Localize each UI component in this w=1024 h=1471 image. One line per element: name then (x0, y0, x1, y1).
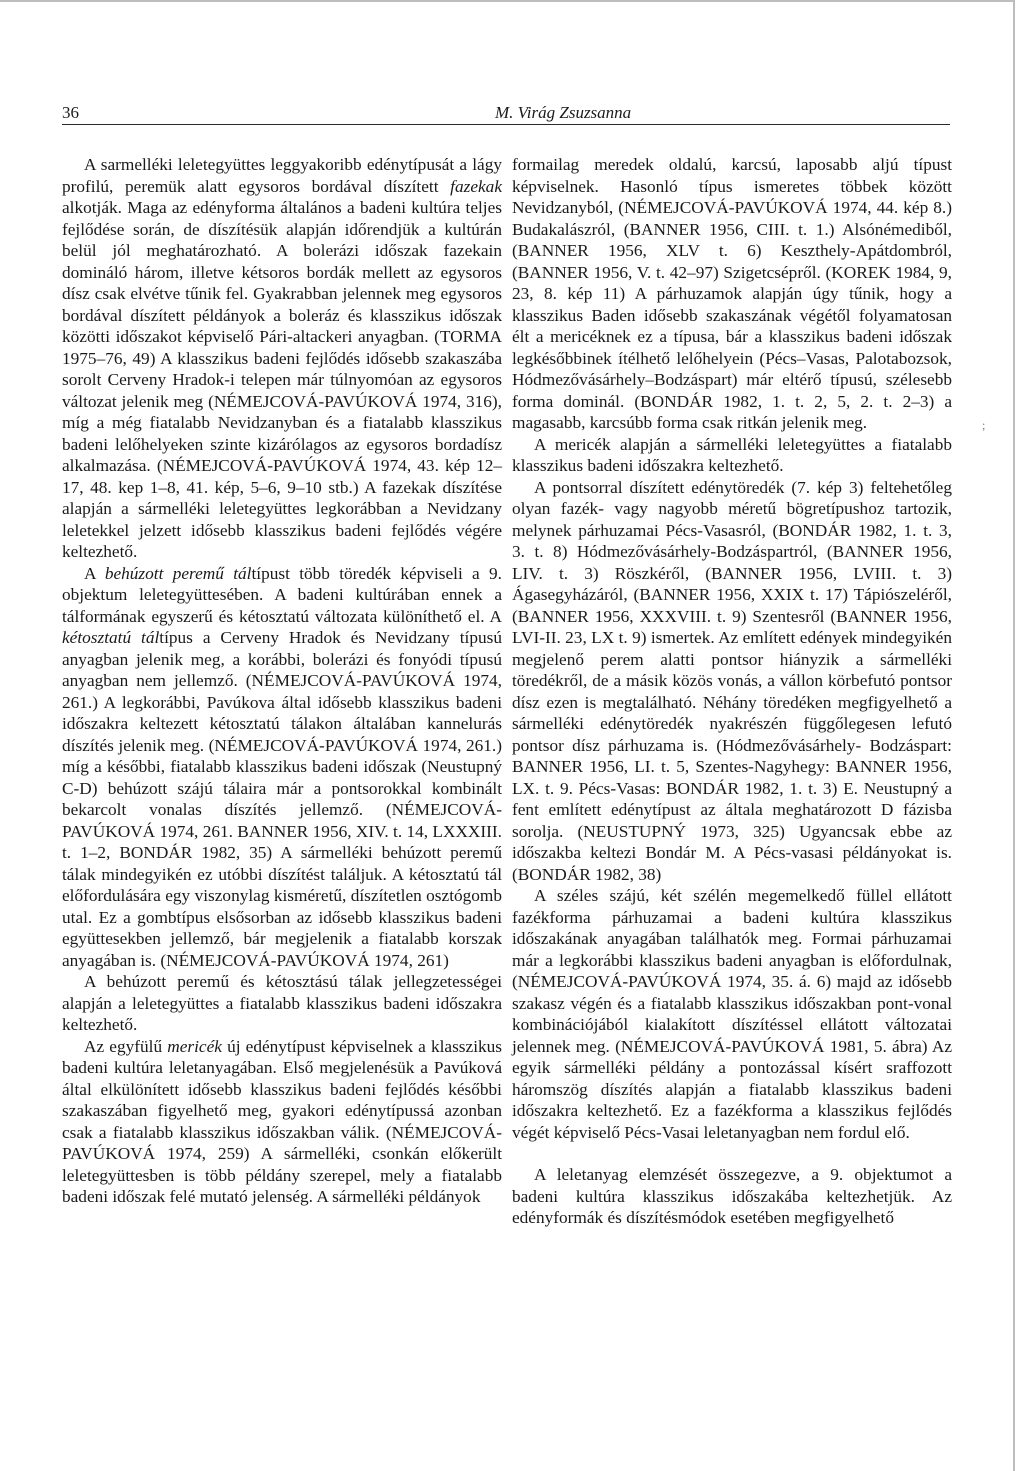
paragraph-continued (512, 154, 952, 434)
italic-term: kétosztatú tál (62, 628, 160, 647)
paragraph-text: A széles szájú, két szélén megemelkedő füllel ellátott fazékforma párhuzamai a badeni kultúra klasszikus időszakának anyagában találhatók meg. Formai párhuzamai már a legkorábbi klasszikus badeni anyagban is előfordulnak, (NÉMEJCOVÁ-PAVÚKOVÁ 1974, 35. á. 6) majd az idősebb szakasz végén és a fiatalabb klasszikus időszakban pont-vonal kombinációjából kialakított díszítéssel ellátott változatai jelennek meg. (NÉMEJCOVÁ-PAVÚKOVÁ 1981, 5. ábra) Az egyik sármelléki példány a pontozással kísért sraffozott háromszög díszítés alapján a fiatalabb klasszikus badeni időszakra keltezhető. Ez a fazékforma a klasszikus fejlődés végét képviselő Pécs-Vasai leletanyagban nem fordul elő. (512, 886, 952, 1142)
paragraph-text: A mericék alapján a sármelléki leletegyüttes a fiatalabb klasszikus badeni időszakra keltezhető. (512, 434, 952, 475)
scan-artifact-mark: ; (982, 418, 986, 432)
page-number: 36 (62, 103, 79, 122)
paragraph-text: formailag meredek oldalú, karcsú, laposabb aljú típust képviselnek. Hasonló típus ismeretes többek között Nevidzanyból, (NÉMEJCOVÁ-PAVÚKOVÁ 1974, 44. kép 8.) Budakalászról, (BANNER 1956, CIII. t. 1.) Alsónémediből, (BANNER 1956, XLV t. 6) Keszthely-Apátdombról, (BANNER 1956, V. t. 42–97) Szigetcsépről. (KOREK 1984, 9, 23, 8. kép 11) A párhuzamok alapján úgy tűnik, hogy a klasszikus Baden idősebb szakaszának végétől folyamatosan élt a mericéknek ez a típusa, bár a klasszikus badeni időszak legkésőbbinek ítélhető lelőhelyein (Pécs–Vasas, Palotabozsok, Hódmezővásárhely–Bodzáspart) már eltérő típusú, szélesebb forma dominál. (BONDÁR 1982, 1. t. 2, 5, 2. t. 2–3) a magasabb, karcsúbb forma csak ritkán jelenik meg. (512, 155, 952, 432)
paragraph-5 (512, 434, 952, 477)
paragraph-2 (62, 563, 502, 972)
paragraph-text: A sarmelléki leletegyüttes leggyakoribb edénytípusát a lágy profilú, peremük alatt egysoros bordával díszített (62, 155, 502, 196)
paragraph-text-pre: A (84, 563, 105, 583)
right-column (512, 154, 952, 1229)
paragraph-text-post: alkotják. Maga az edényforma általános a badeni kultúra teljes fejlődése során, de díszítésük alapján időrendjük a kultúrán belül jól meghatározható. A bolerázi időszak fazekain domináló három, illetve kétsoros bordák mellett az egysoros dísz csak elvétve tűnik fel. Gyakrabban jelennek meg egysoros bordával díszített példányok a boleráz és klasszikus időszak közötti időszakot képviselő Pári-altackeri anyagban. (TORMA 1975–76, 49) A klasszikus badeni fejlődés idősebb szakaszába sorolt Cerveny Hradok-i telepen már túlnyomóan az egysoros változat jelenik meg (NÉMEJCOVÁ-PAVÚKOVÁ 1974, 316), míg a még fiatalabb Nevidzanyban és a fiatalabb klasszikus badeni lelőhelyeken szinte kizárólagos az egysoros bordadísz alkalmazása. (NÉMEJCOVÁ-PAVÚKOVÁ 1974, 43. kép 12–17, 48. kep 1–8, 41. kép, 5–6, 9–10 stb.) A fazekak díszítése alapján a sármelléki leletegyüttes legkorábban a Nevidzany leletekkel jelzett idősebb klasszikus badeni fejlődés végére keltezhető. (62, 198, 502, 561)
paragraph-1 (62, 154, 502, 563)
left-column (62, 154, 502, 1208)
paragraph-text-post: új edénytípust képviselnek a klasszikus badeni kultúra leletanyagában. Első megjelenésük a Pavúková által elkülönített idősebb klasszikus badeni fejlődés későbbi szakaszában figyelhető meg, gyakori edénytípussá azonban csak a fiatalabb klasszikus időszakban válik. (NÉMEJCOVÁ-PAVÚKOVÁ 1974, 259) A sármelléki, csonkán előkerült leletegyüttesben is több példány szerepel, mely a fiatalabb badeni időszak felé mutató jelenség. A sármelléki példányok (62, 1036, 502, 1206)
paragraph-4 (62, 1036, 502, 1208)
paragraph-text-post: típust több töredék képviseli a 9. objektum leletegyüttesében. A badeni kultúrában ennek a tálformának egyszerű és kétosztatú változata különíthető el. A (62, 563, 502, 626)
paragraph-8 (512, 1164, 952, 1229)
paragraph-text: A pontsorral díszített edénytöredék (7. kép 3) feltehetőleg olyan fazék- vagy nagyobb méretű bögretípushoz tartozik, melynek párhuzamai Pécs-Vasasról, (BONDÁR 1982, 1. t. 3, 3. t. 8) Hódmezővásárhely-Bodzáspartról, (BANNER 1956, LIV. t. 3) Röszkéről, (BANNER 1956, LVIII. t. 3) Ágasegyházáról, (BANNER 1956, XXIX t. 17) Tápiószeléről, (BANNER 1956, XXXVIII. t. 9) Szentesről (BANNER 1956, LVI-II. 23, LX t. 9) ismertek. Az említett edények mindegyikén megjelenő perem alatti pontsor hiányzik a sármelléki töredékről, de a másik közös vonás, a vállon körbefutó pontsor dísz ezen is megtalálható. Néhány töredéken megfigyelhető a sármelléki edénytöredék nyakrészén függőlegesen lefutó pontsor dísz párhuzama is. (Hódmezővásárhely- Bodzáspart: BANNER 1956, LI. t. 5, Szentes-Nagyhegy: BANNER 1956, LX. t. 9. Pécs-Vasas: BONDÁR 1982, 1. t. 3) E. Neustupný a fent említett edénytípust az általa meghatározott D fázisba sorolja. (NEUSTUPNÝ 1973, 325) Ugyancsak ebbe az időszakba keltezi Bondár M. A Pécs-vasasi példányokat is. (BONDÁR 1982, 38) (512, 477, 952, 884)
paragraph-text: A leletanyag elemzését összegezve, a 9. objektumot a badeni kultúra klasszikus időszakába keltezhetjük. Az edényformák és díszítésmódok esetében megfigyelhető (512, 1165, 952, 1227)
paragraph-text-pre: Az egyfülű (84, 1036, 168, 1056)
header-rule (62, 124, 950, 125)
running-title: M. Virág Zsuzsanna (495, 103, 632, 122)
paragraph-text: A behúzott peremű és kétosztású tálak jellegzetességei alapján a leletegyüttes a fiatalabb klasszikus badeni időszakra keltezhető. (62, 972, 502, 1034)
paragraph-7 (512, 885, 952, 1143)
paragraph-3 (62, 971, 502, 1036)
italic-term: mericék (167, 1036, 222, 1056)
italic-term: behúzott peremű tál (104, 563, 252, 583)
paragraph-text-post: típus a Cerveny Hradok és Nevidzany típusú anyagban jelenik meg, a korábbi, bolerázi és fonyódi típusú anyagban nem jellemző. (NÉMEJCOVÁ-PAVÚKOVÁ 1974, 261.) A legkorábbi, Pavúkova által idősebb klasszikus badeni időszakra keltezett kétosztatú tálakon általában kannelurás díszítés jelenik meg. (NÉMEJCOVÁ-PAVÚKOVÁ 1974, 261.) míg a későbbi, fiatalabb klasszikus badeni időszak (Neustupný C-D) behúzott szájú tálaira már a pontsorokkal kombinált bekarcolt vonalas díszítés jellemző. (NÉMEJCOVÁ-PAVÚKOVÁ 1974, 261. BANNER 1956, XIV. t. 14, LXXXIII. t. 1–2, BONDÁR 1982, 35) A sármelléki behúzott peremű tálak mindegyikén ez utóbbi díszítést találjuk. A kétosztatú tál előfordulására egy viszonylag kisméretű, díszítetlen osztógomb utal. Ez a gombtípus elsősorban az idősebb klasszikus badeni együttesekben jellemző, bár megjelenik a fiatalabb korszak anyagában is. (NÉMEJCOVÁ-PAVÚKOVÁ 1974, 261) (62, 628, 502, 970)
paragraph-6 (512, 477, 952, 886)
italic-term: fazekak (450, 176, 502, 196)
